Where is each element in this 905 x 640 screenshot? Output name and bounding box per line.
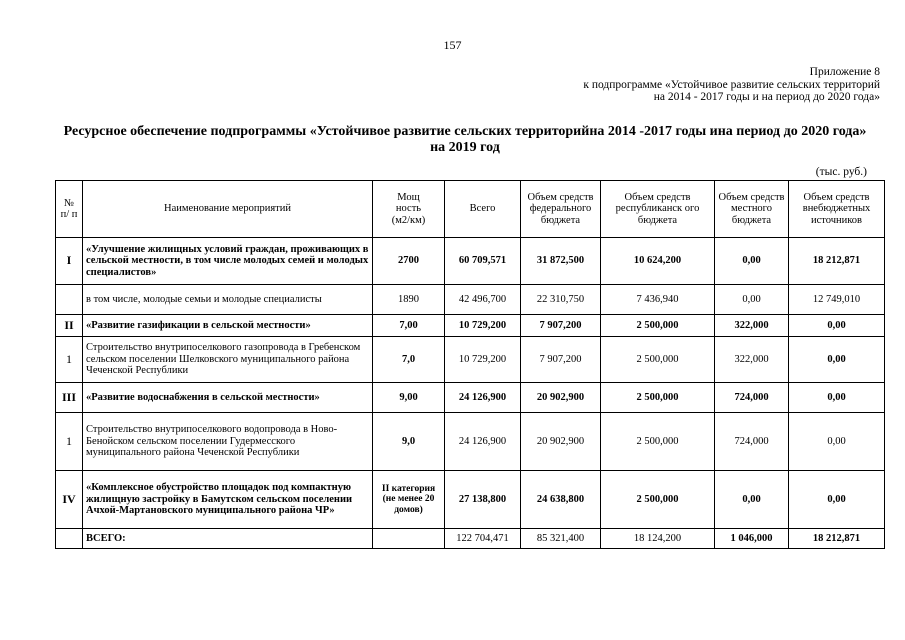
table-row: [56, 238, 885, 285]
row-total: 24 126,900: [445, 413, 521, 471]
row-name: «Улучшение жилищных условий граждан, проживающих в сельской местности, в том числе молодых семей и молодых специалистов»: [83, 238, 373, 285]
header-power: Мощ ность (м2/км): [373, 181, 445, 238]
row-federal: 7 907,200: [521, 337, 601, 383]
header-num: № п/ п: [56, 181, 83, 238]
row-republic: 2 500,000: [601, 471, 715, 529]
header-local: Объем средств местного бюджета: [715, 181, 789, 238]
row-power: 9,0: [373, 413, 445, 471]
row-name: Строительство внутрипоселкового водопровода в Ново-Бенойском сельском поселении Гудермесского муниципального района Чеченской Республики: [83, 413, 373, 471]
row-total: 10 729,200: [445, 337, 521, 383]
row-republic: 2 500,000: [601, 337, 715, 383]
header-republic: Объем средств республиканск ого бюджета: [601, 181, 715, 238]
row-power: 9,00: [373, 383, 445, 413]
row-num: II: [56, 315, 83, 337]
row-name: в том числе, молодые семьи и молодые специалисты: [83, 285, 373, 315]
resource-table: [55, 180, 885, 549]
table-row: [56, 337, 885, 383]
row-name: «Развитие водоснабжения в сельской местности»: [83, 383, 373, 413]
row-local: 322,000: [715, 337, 789, 383]
header-name: Наименование мероприятий: [83, 181, 373, 238]
row-total: 24 126,900: [445, 383, 521, 413]
document-title: Ресурсное обеспечение подпрограммы «Устойчивое развитие сельских территорийна 2014 -2017 годы ина период до 2020 года» на 2019 год: [63, 124, 867, 155]
row-num: IV: [56, 471, 83, 529]
header-federal: Объем средств федерального бюджета: [521, 181, 601, 238]
row-power: 2700: [373, 238, 445, 285]
table-row: [56, 383, 885, 413]
table-row: [56, 315, 885, 337]
row-local: 1 046,000: [715, 529, 789, 549]
table-row: [56, 471, 885, 529]
row-local: 724,000: [715, 383, 789, 413]
row-extra: 12 749,010: [789, 285, 885, 315]
row-federal: 22 310,750: [521, 285, 601, 315]
row-total: 27 138,800: [445, 471, 521, 529]
row-num: 1: [56, 413, 83, 471]
row-republic: 2 500,000: [601, 413, 715, 471]
unit-label: (тыс. руб.): [815, 166, 867, 178]
row-extra: 18 212,871: [789, 529, 885, 549]
row-republic: 10 624,200: [601, 238, 715, 285]
header-extra: Объем средств внебюджетных источников: [789, 181, 885, 238]
row-extra: 0,00: [789, 315, 885, 337]
row-num: 1: [56, 337, 83, 383]
appendix-line-1: Приложение 8: [809, 66, 880, 78]
row-local: 0,00: [715, 285, 789, 315]
row-republic: 2 500,000: [601, 315, 715, 337]
row-name: Строительство внутрипоселкового газопровода в Гребенском сельском поселении Шелковского муниципального района Чеченской Республики: [83, 337, 373, 383]
header-total: Всего: [445, 181, 521, 238]
row-extra: 0,00: [789, 413, 885, 471]
row-total: 122 704,471: [445, 529, 521, 549]
row-local: 0,00: [715, 471, 789, 529]
row-federal: 24 638,800: [521, 471, 601, 529]
page-number: 157: [443, 38, 462, 52]
row-num: III: [56, 383, 83, 413]
row-local: 724,000: [715, 413, 789, 471]
table-row: [56, 285, 885, 315]
row-name: «Развитие газификации в сельской местности»: [83, 315, 373, 337]
row-num: I: [56, 238, 83, 285]
row-power: [373, 529, 445, 549]
row-power: 1890: [373, 285, 445, 315]
row-num: [56, 529, 83, 549]
row-local: 0,00: [715, 238, 789, 285]
table-header-row: [56, 181, 885, 238]
appendix-line-2: к подпрограмме «Устойчивое развитие сельских территорий: [583, 78, 880, 91]
appendix-note: [583, 66, 880, 104]
row-federal: 85 321,400: [521, 529, 601, 549]
row-name: ВСЕГО:: [83, 529, 373, 549]
table-row: [56, 413, 885, 471]
row-name: «Комплексное обустройство площадок под компактную жилищную застройку в Бамутском сельском поселении Ачхой-Мартановского муниципального района ЧР»: [83, 471, 373, 529]
row-num: [56, 285, 83, 315]
row-extra: 0,00: [789, 471, 885, 529]
row-total: 10 729,200: [445, 315, 521, 337]
row-republic: 2 500,000: [601, 383, 715, 413]
row-power: II категория (не менее 20 домов): [373, 471, 445, 529]
row-local: 322,000: [715, 315, 789, 337]
table-total-row: [56, 529, 885, 549]
row-total: 60 709,571: [445, 238, 521, 285]
row-federal: 20 902,900: [521, 383, 601, 413]
appendix-line-3: на 2014 - 2017 годы и на период до 2020 года»: [653, 91, 880, 103]
row-power: 7,00: [373, 315, 445, 337]
row-power: 7,0: [373, 337, 445, 383]
row-federal: 20 902,900: [521, 413, 601, 471]
row-federal: 31 872,500: [521, 238, 601, 285]
row-total: 42 496,700: [445, 285, 521, 315]
row-extra: 0,00: [789, 383, 885, 413]
row-extra: 18 212,871: [789, 238, 885, 285]
row-republic: 18 124,200: [601, 529, 715, 549]
row-republic: 7 436,940: [601, 285, 715, 315]
row-extra: 0,00: [789, 337, 885, 383]
row-federal: 7 907,200: [521, 315, 601, 337]
